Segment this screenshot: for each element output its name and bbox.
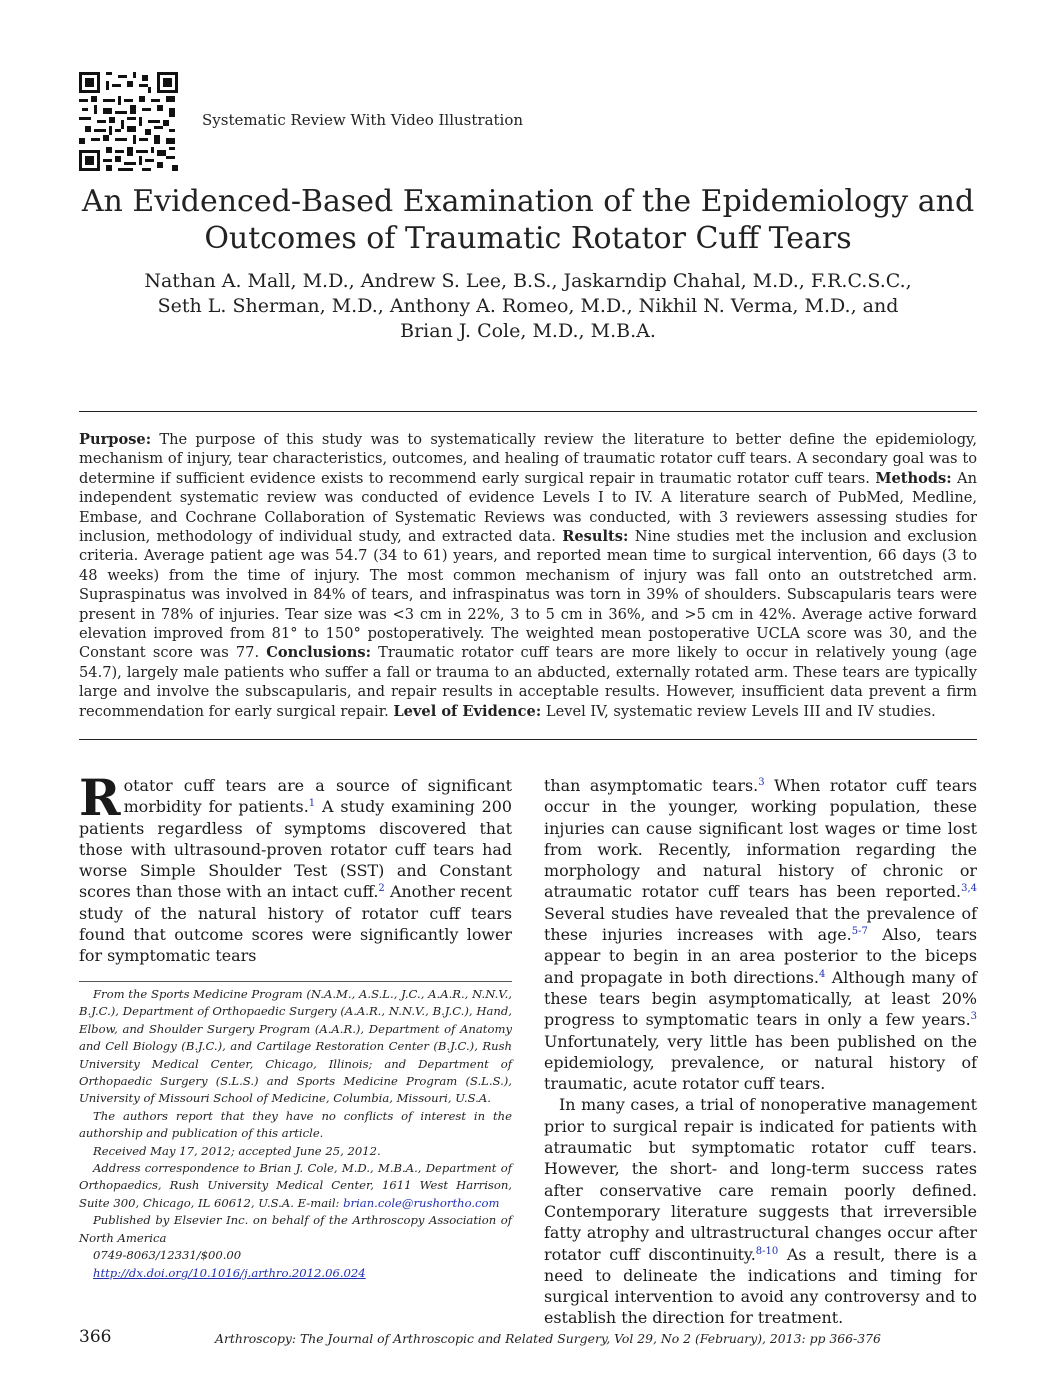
- footnote-received: Received May 17, 2012; accepted June 25, 2012.: [93, 1143, 381, 1158]
- section-label: Systematic Review With Video Illustration: [202, 111, 524, 129]
- body-column-left: [79, 768, 512, 967]
- conclusions-text: Traumatic rotator cuff tears are more likely to occur in relatively young (age 54.7), largely male patients who suffer a fall or trauma to an abducted, externally rotated arm. These tears are typically large and involve the subscapularis, and repair results in acceptable results. However, insufficient data prevent a firm recommendation for early surgical repair.: [79, 644, 977, 720]
- body-column-right: [544, 775, 977, 1329]
- qr-code-icon: [79, 72, 178, 171]
- abstract-bottom-rule: [79, 739, 977, 740]
- footnote-publisher: Published by Elsevier Inc. on behalf of the Arthroscopy Association of North America: [79, 1213, 512, 1245]
- purpose-text: The purpose of this study was to systematically review the literature to better define the epidemiology, mechanism of injury, tear characteristics, outcomes, and healing of traumatic rotator cuff tears. A secondary goal was to determine if sufficient evidence exists to recommend early surgical repair in traumatic rotator cuff tears.: [79, 431, 977, 487]
- level-label: Level of Evidence:: [393, 702, 542, 720]
- doi-link[interactable]: http://dx.doi.org/10.1016/j.arthro.2012.06.024: [93, 1265, 366, 1280]
- conclusions-label: Conclusions:: [266, 644, 371, 662]
- citation-link[interactable]: 3,4: [961, 883, 977, 895]
- footnote-issn: 0749-8063/12331/$00.00: [93, 1248, 242, 1263]
- author-line: Brian J. Cole, M.D., M.B.A.: [400, 320, 656, 342]
- drop-cap: R: [79, 768, 121, 827]
- body-paragraph: than asymptomatic tears.$^3$ When rotator cuff tears occur in the younger, working population, these injuries can cause significant lost wages or time lost from work. Recently, information regarding the morphology and natural history of chronic or atraumatic rotator cuff tears has been reported.$^{3,4}$ Several studies have revealed that the prevalence of these injuries increases with age.$^{5-7}$ Also, tears appear to begin in an area posterior to the biceps and propagate in both directions.$^4$ Although many of these tears begin asymptomatically, at least 20% progress to symptomatic tears in only a few years.$^3$ Unfortunately, very little has been published on the epidemiology, prevalence, or natural history of traumatic, acute rotator cuff tears.: [544, 776, 977, 1094]
- footnote-affiliation: From the Sports Medicine Program (N.A.M., A.S.L., J.C., A.A.R., N.N.V., B.J.C.), Department of Orthopaedic Surgery (A.A.R., N.N.V., B.J.C.), Hand, Elbow, and Shoulder Surgery Program (A.A.R.), Department of Anatomy and Cell Biology (B.J.C.), and Cartilage Restoration Center (B.J.C.), Rush University Medical Center, Chicago, Illinois; and Department of Orthopaedic Surgery (S.L.S.) and Sports Medicine Program (S.L.S.), University of Missouri School of Medicine, Columbia, Missouri, U.S.A.: [79, 987, 512, 1106]
- methods-label: Methods:: [875, 469, 952, 487]
- intro-paragraph: Rotator cuff tears are a source of significant morbidity for patients.$^1$ A study examining 200 patients regardless of symptoms discovered that those with ultrasound-proven rotator cuff tears had worse Simple Shoulder Test (SST) and Constant scores than those with an intact cuff.$^2$ Another recent study of the natural history of rotator cuff tears found that outcome scores were significantly lower for symptomatic tears: [79, 768, 512, 966]
- page-number: 366: [79, 1327, 112, 1347]
- purpose-label: Purpose:: [79, 431, 152, 448]
- footnote-rule: [79, 981, 512, 982]
- citation-link[interactable]: 2: [378, 883, 385, 895]
- author-list: [60, 269, 996, 344]
- journal-citation: Arthroscopy: The Journal of Arthroscopic and Related Surgery, Vol 29, No 2 (February), 2013: pp 366-376: [215, 1331, 881, 1346]
- results-text: Nine studies met the inclusion and exclusion criteria. Average patient age was 54.7 (34 to 61) years, and reported mean time to surgical intervention, 66 days (3 to 48 weeks) from the time of injury. The most common mechanism of injury was fall onto an outstretched arm. Supraspinatus was involved in 84% of tears, and infraspinatus was torn in 39% of shoulders. Subscapularis tears were present in 78% of injuries. Tear size was <3 cm in 22%, 3 to 5 cm in 36%, and >5 cm in 42%. Average active forward elevation improved from 81° to 150° postoperatively. The weighted mean postoperative UCLA score was 30, and the Constant score was 77.: [79, 528, 977, 662]
- author-line: Seth L. Sherman, M.D., Anthony A. Romeo, M.D., Nikhil N. Verma, M.D., and: [157, 295, 899, 317]
- email-link[interactable]: brian.cole@rushortho.com: [343, 1195, 500, 1210]
- abstract: [79, 430, 977, 721]
- citation-link[interactable]: 5-7: [851, 926, 868, 938]
- footnotes: [79, 986, 512, 1282]
- methods-text: An independent systematic review was conducted of evidence Levels I to IV. A literature search of PubMed, Medline, Embase, and Cochrane Collaboration of Systematic Reviews was conducted, with 3 reviewers assessing studies for inclusion, methodology of individual study, and extracted data.: [79, 469, 977, 546]
- footnote-conflicts: The authors report that they have no conflicts of interest in the authorship and publication of this article.: [79, 1108, 512, 1141]
- article-title: An Evidenced-Based Examination of the Epidemiology and Outcomes of Traumatic Rotator Cuff Tears: [81, 184, 975, 256]
- footnote-doi: [79, 1265, 512, 1282]
- body-paragraph: In many cases, a trial of nonoperative management prior to surgical repair is indicated for patients with atraumatic but symptomatic rotator cuff tears. However, the short- and long-term success rates after conservative care remain poorly defined. Contemporary literature suggests that irreversible fatty atrophy and ultrastructural changes occur after rotator cuff discontinuity.$^{8-10}$ As a result, there is a need to delineate the indications and timing for surgical intervention to avoid any controversy and to establish the direction for treatment.: [544, 1095, 977, 1328]
- results-label: Results:: [562, 528, 629, 546]
- author-line: Nathan A. Mall, M.D., Andrew S. Lee, B.S., Jaskarndip Chahal, M.D., F.R.C.S.C.,: [144, 270, 912, 292]
- citation-link[interactable]: 3: [970, 1011, 977, 1023]
- citation-link[interactable]: 4: [819, 968, 826, 980]
- citation-link[interactable]: 3: [758, 777, 765, 788]
- footnote-address: Address correspondence to Brian J. Cole, M.D., M.B.A., Department of Orthopaedics, Rush University Medical Center, 1611 West Harrison, Suite 300, Chicago, IL 60612, U.S.A. E-mail: brian.cole@rushortho.com: [79, 1161, 512, 1210]
- level-text: Level IV, systematic review Levels III and IV studies.: [541, 702, 936, 720]
- citation-link[interactable]: 8-10: [755, 1245, 779, 1257]
- abstract-top-rule: [79, 411, 977, 412]
- citation-link[interactable]: 1: [308, 798, 316, 810]
